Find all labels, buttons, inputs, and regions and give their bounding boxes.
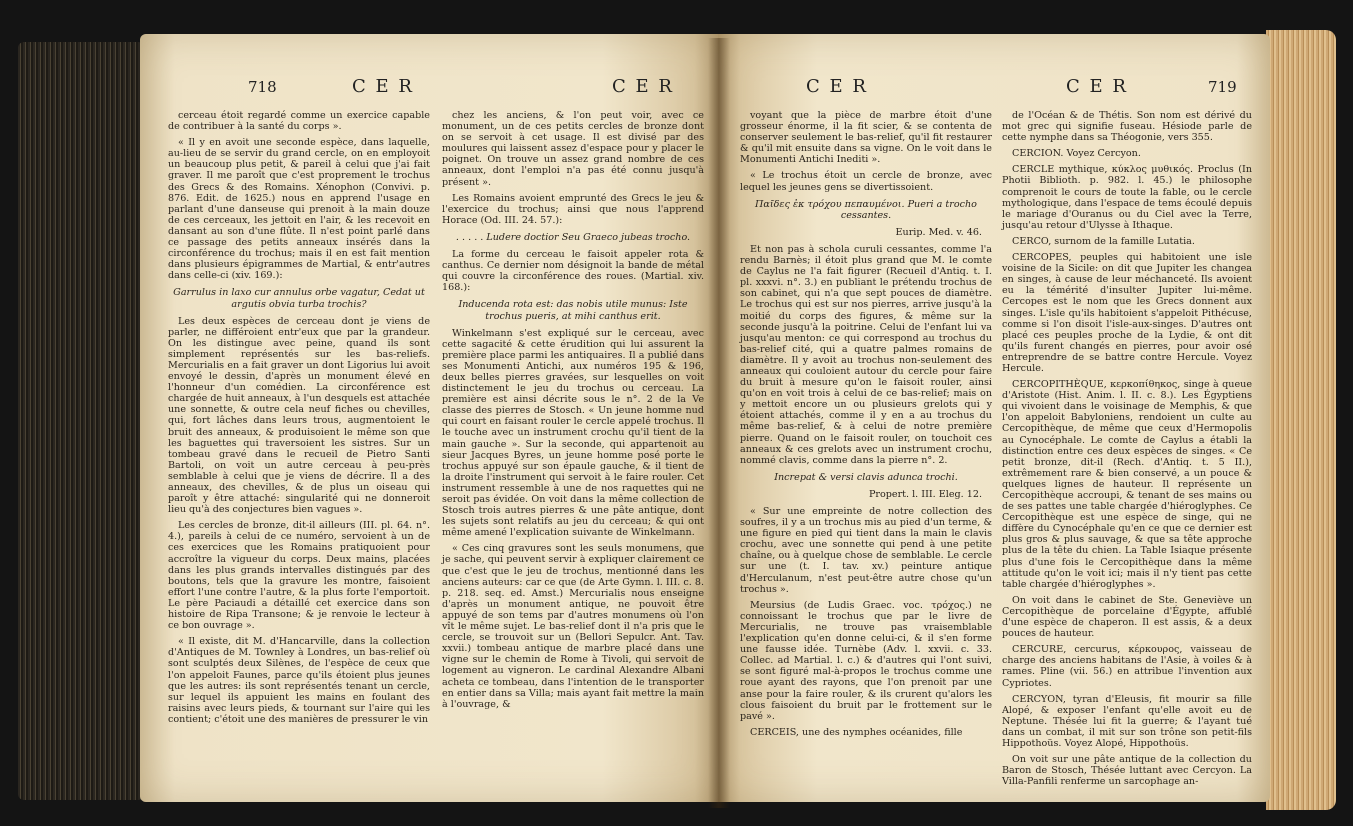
left-column-2 [442, 110, 704, 715]
paragraph: CERCYON, tyran d'Eleusis, fit mourir sa fille Alopé, & exposer l'enfant qu'elle avoit eu de Neptune. Thésée lui fit la guerre; & l'ayant tué dans un combat, il mit sur son trône son petit-fils Hippothoüs. Voyez Alopé, Hippothoüs. [1002, 693, 1252, 749]
paragraph: Les cercles de bronze, dit-il ailleurs (III. pl. 64. n°. 4.), pareils à celui de ce numéro, servoient à un de ces exercices que les Romains pratiquoient pour accroître la vigueur du corps. Deux mains, placées dans les plus grands intervalles distingués par des boutons, tels que la gravure les montre, faisoient effort l'une contre l'autre, & la plus forte l'emportoit. Le père Paciaudi a détaillé cet exercice dans son histoire de Ripa Transone; & je renvoie le lecteur à ce bon ouvrage ». [168, 520, 430, 632]
right-running-head: C E R [1066, 76, 1128, 97]
paragraph: Et non pas à schola curuli cessantes, comme l'a rendu Barnès; il étoit plus grand que M. le comte de Caylus ne l'a fait figurer (Recueil d'Antiq. t. I. pl. xxxvi. n°. 3.) en publiant le prétendu trochus de son cabinet, qui n'a que sept pouces de diamètre. Le trochus qui est sur nos pierres, arrive jusqu'à la moitié du corps des figures, & même sur la seconde jusqu'à la poitrine. Celui de l'enfant lui va jusqu'au menton: ce qui correspond au trochus du bas-relief cité, qui a quatre palmes romains de diamètre. Il y avoit au trochus non-seulement des anneaux qui couloient autour du cercle pour faire du bruit à mesure qu'on le faisoit rouler, ainsi qu'on en voit trois à celui de ce bas-relief; mais on y mettoit encore un ou plusieurs grelots qui y étoient attachés, comme il y en a au trochus du même bas-relief, & à celui de notre première pierre. Quand on le faisoit rouler, on touchoit ces anneaux & ces grelots avec un instrument crochu, nommé clavis, comme dans la pierre n°. 2. [740, 243, 992, 466]
open-book [18, 22, 1336, 812]
left-page-number: 718 [248, 78, 277, 96]
left-running-head-2: C E R [612, 76, 674, 97]
left-page [140, 34, 718, 802]
paragraph: Meursius (de Ludis Graec. voc. τρόχος.) ne connoissant le trochus que par le livre de Mercurialis, ne trouve pas vraisemblable l'explication qu'en donne celui-ci, & il s'en forme une fausse idée. Turnèbe (Adv. l. xxvii. c. 33. Collec. ad Martial. l. c.) & d'autres qui l'ont suivi, se sont figuré mal-à-propos le trochus comme une roue ayant des rayons, que l'on prenoit par une anse pour la faire rouler, & ils crurent qu'alors les clous faisoient du bruit par le frottement sur le pavé ». [740, 599, 992, 722]
book-gutter [708, 38, 730, 808]
paragraph: voyant que la pièce de marbre étoit d'une grosseur énorme, il la fit scier, & se contenta de conserver seulement le bas-relief, qu'il fit restaurer & qu'il mit ensuite dans sa vigne. On le voit dans le Monumenti Antichi Inediti ». [740, 110, 992, 166]
paragraph: La forme du cerceau le faisoit appeler rota & canthus. Ce dernier nom désignoit la bande de métal qui couvre la circonférence des roues. (Martial. xiv. 168.): [442, 249, 704, 294]
paragraph: Garrulus in laxo cur annulus orbe vagatur, Cedat ut argutis obvia turba trochis? [173, 287, 425, 310]
paragraph: CERCOPES, peuples qui habitoient une isle voisine de la Sicile: on dit que Jupiter les changea en singes, à cause de leur méchanceté. Ils avoient eu la témérité d'insulter Jupiter lui-même. Cercopes est le nom que les Grecs donnent aux singes. L'isle qu'ils habitoient s'appeloit Pithécuse, comme si l'on disoit l'isle-aux-singes. D'autres ont placé ces peuples proche de la Lydie, & ont dit qu'ils furent changés en pierres, pour avoir osé entreprendre de se battre contre Hercule. Voyez Hercule. [1002, 252, 1252, 374]
left-running-head: C E R [352, 76, 414, 97]
paragraph: « Ces cinq gravures sont les seuls monumens, que je sache, qui peuvent servir à expliquer clairement ce que c'est que le jeu de trochus, mentionné dans les anciens auteurs: car ce que (de Arte Gymn. l. III. c. 8. p. 218. seq. ed. Amst.) Mercurialis nous enseigne d'après un monument antique, ne pouvoit être appuyé de son tems par d'autres monumens où l'on vît le même sujet. Le bas-relief dont il n'a pris que le cercle, se trouvoit sur un (Bellori Sepulcr. Ant. Tav. xxvii.) tombeau antique de marbre placé dans une vigne sur le chemin de Rome à Tivoli, qui servoit de logement au vigneron. Le cardinal Alexandre Albani acheta ce tombeau, dans l'intention de le transporter en entier dans sa Villa; mais ayant fait mettre la main à l'ouvrage, & [442, 543, 704, 710]
paragraph: CERCEIS, une des nymphes océanides, fille [750, 726, 963, 738]
paragraph: Παῖδες ἐκ τρόχου πεπαυμένοι. Pueri a trocho cessantes. [755, 198, 977, 221]
right-running-head-1: C E R [806, 76, 868, 97]
book-right-edge [1266, 30, 1336, 810]
paragraph: cerceau étoit regardé comme un exercice capable de contribuer à la santé du corps ». [168, 110, 430, 133]
paragraph: . . . . . Ludere doctior Seu Graeco jubeas trocho. [455, 231, 691, 243]
right-page [718, 34, 1270, 802]
right-column-1 [740, 110, 992, 743]
paragraph: Les deux espèces de cerceau dont je viens de parler, ne différoient entr'eux que par la grandeur. On les distingue avec peine, quand ils sont simplement représentés sur les bas-reliefs. Mercurialis en a fait graver un dont Ligorius lui avoit envoyé le dessin, d'après un monument élevé en l'honneur d'un comédien. La circonférence est chargée de huit anneaux, à l'un desquels est attachée une sonnette, & outre cela neuf fiches ou chevilles, qui, fort lâches dans leurs trous, augmentoient le bruit des anneaux, & produisoient le même son que les baguettes qui traversoient les sistres. Sur un tombeau gravé dans le recueil de Pietro Santi Bartoli, on voit un autre cerceau à peu-près semblable à celui que je viens de décrire. Il a des anneaux, des chevilles, & de plus un oiseau qui paroît y être attaché: singularité qui ne donneroit lieu qu'à des conjectures bien vagues ». [168, 315, 430, 516]
paragraph: Increpat & versi clavis adunca trochi. [774, 471, 958, 483]
paragraph: « Il y en avoit une seconde espèce, dans laquelle, au-lieu de se servir du grand cercle, on en employoit un beaucoup plus petit, & pareil à celui que j'ai fait graver. Il me paroît que c'est proprement le trochus des Grecs & des Romains. Xénophon (Convivi. p. 876. Edit. de 1625.) nous en apprend l'usage en parlant d'une danseuse qui prenoit à la main douze de ces cerceaux, les jettoit en l'air, & les recevoit en dansant au son d'une flûte. Il n'est point parlé dans ce passage des petits anneaux insérés dans la circonférence du trochus; mais il en est fait mention dans plusieurs épigrammes de Martial, & entr'autres dans celle-ci (xiv. 169.): [168, 137, 430, 282]
paragraph: « Sur une empreinte de notre collection des soufres, il y a un trochus mis au pied d'un terme, & une figure en pied qui tient dans la main le clavis crochu, avec une sonnette qui pend à une petite chaîne, ou à quelque chose de semblable. Le cercle sur une (t. I. tav. xv.) peinture antique d'Herculanum, n'est peut-être autre chose qu'un trochus ». [740, 506, 992, 595]
paragraph: « Il existe, dit M. d'Hancarville, dans la collection d'Antiques de M. Townley à Londres, un bas-relief où sont sculptés deux Silènes, de l'espèce de ceux que l'on appeloit Faunes, parce qu'ils étoient plus jeunes que les autres: ils sont représentés tenant un cercle, sur lequel ils appuient les mains en foulant des raisins avec leurs pieds, & tournant sur l'aire qui les contient; c'étoit une des manières de pressurer le vin [168, 636, 430, 725]
paragraph: Eurip. Med. v. 46. [895, 226, 982, 238]
paragraph: CERCLE mythique, κύκλος μυθικός. Proclus (In Photii Biblioth. p. 982. l. 45.) le philosophe comprenoit le cours de toute la fable, ou le cercle mythologique, dans l'espace de tems écoulé depuis le mariage d'Ouranus ou du Ciel avec la Terre, jusqu'au retour d'Ulysse à Ithaque. [1002, 164, 1252, 231]
paragraph: On voit sur une pâte antique de la collection du Baron de Stosch, Thésée luttant avec Cercyon. La Villa-Panfili renferme un sarcophage an- [1002, 754, 1252, 788]
right-page-number: 719 [1208, 78, 1237, 96]
book-left-edge [18, 42, 144, 800]
paragraph: CERCO, surnom de la famille Lutatia. [1012, 235, 1195, 247]
paragraph: chez les anciens, & l'on peut voir, avec ce monument, un de ces petits cercles de bronze dont on se servoit à cet usage. Il est divisé par des moulures qui laissent assez d'espace pour y placer le poignet. On trouve un assez grand nombre de ces anneaux, dont l'emploi n'a pas été connu jusqu'à présent ». [442, 110, 704, 188]
paragraph: Winkelmann s'est expliqué sur le cerceau, avec cette sagacité & cette érudition qui lui assurent la première place parmi les antiquaires. Il a publié dans ses Monumenti Antichi, aux numéros 195 & 196, deux belles pierres gravées, sur lesquelles on voit distinctement le jeu du trochus ou cerceau. La première est ainsi décrite sous le n°. 2 de la Ve classe des pierres de Stosch. « Un jeune homme nud qui court en faisant rouler le cercle appelé trochus. Il le touche avec un instrument crochu qu'il tient de la main gauche ». Sur la seconde, qui appartenoit au sieur Jacques Byres, un jeune homme posé porte le trochus appuyé sur son épaule gauche, & il tient de la droite l'instrument qui servoit à le faire rouler. Cet instrument ressemble à une de nos raquettes qui ne seroit pas évidée. On voit dans la même collection de Stosch trois autres pierres & une pâte antique, dont les sujets sont relatifs au jeu du cerceau; & qui ont même amené l'explication suivante de Winkelmann. [442, 327, 704, 539]
paragraph: Propert. l. III. Eleg. 12. [868, 488, 982, 500]
paragraph: CERCOPITHÈQUE, κερκοπίθηκος, singe à queue d'Aristote (Hist. Anim. l. II. c. 8.). Les Égyptiens qui vivoient dans le voisinage de Memphis, & que l'on appeloit Babyloniens, rendoient un culte au Cercopithèque, de même que ceux d'Hermopolis au Cynocéphale. Le comte de Caylus a établi la distinction entre ces deux espèces de singes. « Ce petit bronze, dit-il (Rech. d'Antiq. t. 5 II.), extrêmement rare & bien conservé, a un pouce & quelques lignes de hauteur. Il représente un Cercopithèque accroupi, & tenant de ses mains ou de ses pattes une table chargée d'hiéroglyphes. Ce Cercopithèque est une espèce de singe, qui ne diffère du Cynocéphale qu'en ce que ce dernier est plus gros & plus sauvage, & que sa tête approche plus de la tête du chien. La Table Isiaque présente plus d'une fois le Cercopithèque dans la même attitude qu'on le voit ici; mais il n'y tient pas cette table chargée d'hiéroglyphes ». [1002, 379, 1252, 590]
right-column-2 [1002, 110, 1252, 792]
paragraph: Les Romains avoient emprunté des Grecs le jeu & l'exercice du trochus; ainsi que nous l'apprend Horace (Od. III. 24. 57.): [442, 192, 704, 226]
paragraph: Inducenda rota est: das nobis utile munus: Iste trochus pueris, at mihi canthus erit. [458, 299, 688, 322]
paragraph: « Le trochus étoit un cercle de bronze, avec lequel les jeunes gens se divertissoient. [740, 170, 992, 193]
paragraph: CERCURE, cercurus, κέρκουρος, vaisseau de charge des anciens habitans de l'Asie, à voiles & à rames. Pline (vii. 56.) en attribue l'invention aux Cypriotes. [1002, 644, 1252, 689]
paragraph: On voit dans le cabinet de Ste. Geneviève un Cercopithèque de porcelaine d'Égypte, affublé d'une espèce de chaperon. Il est assis, & a deux pouces de hauteur. [1002, 594, 1252, 640]
paragraph: CERCION. Voyez Cercyon. [1012, 148, 1141, 160]
left-column-1 [168, 110, 430, 730]
paragraph: de l'Océan & de Thétis. Son nom est dérivé du mot grec qui signifie fuseau. Hésiode parle de cette nymphe dans sa Théogonie, vers 355. [1002, 110, 1252, 144]
